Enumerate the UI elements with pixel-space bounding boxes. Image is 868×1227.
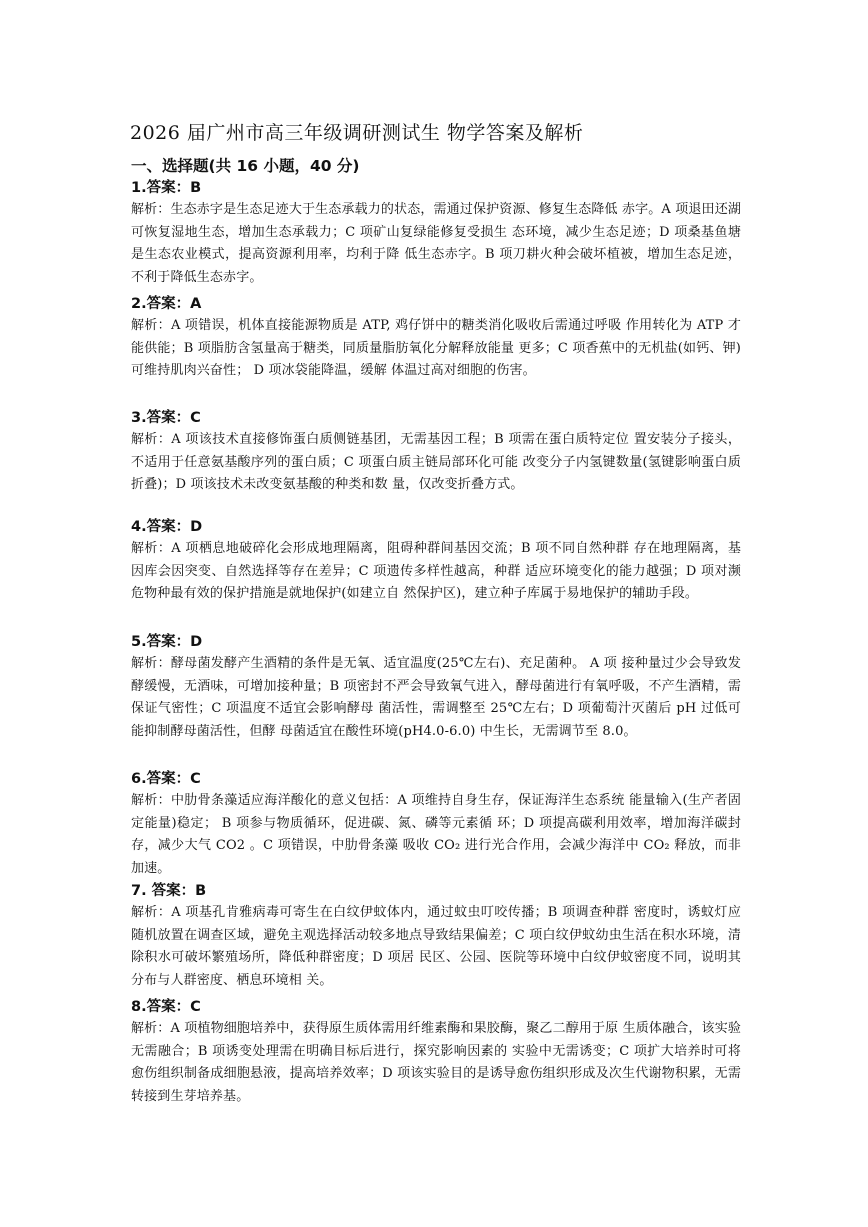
explanation-text: 解析：A 项基孔肯雅病毒可寄生在白纹伊蚊体内，通过蚊虫叮咬传播；B 项调查种群 密度时，诱蚊灯应随机放置在调查区域，避免主观选择活动较多地点导致结果偏差；C 项白纹伊蚊幼虫生活在积水环境，清除积水可破坏繁殖场所，降低种群密度；D 项居 民区、公园、医院等环境中白纹伊蚊密度不同，说明其分布与人群密度、栖息环境相 关。 [131,905,741,988]
question-3 [131,407,741,497]
explanation-text: 解析：生态赤字是生态足迹大于生态承载力的状态，需通过保护资源、修复生态降低 赤字。A 项退田还湖可恢复湿地生态，增加生态承载力；C 项矿山复绿能修复受损生 态环境，减少生态足迹；D 项桑基鱼塘是生态农业模式，提高资源利用率，均利于降 低生态赤字。B 项刀耕火种会破坏植被，增加生态足迹，不利于降低生态赤字。 [131,202,741,285]
question-6 [131,768,741,880]
answer-label: 7. 答案：B [131,883,207,899]
question-8 [131,996,741,1108]
explanation-text: 解析：A 项植物细胞培养中，获得原生质体需用纤维素酶和果胶酶，聚乙二醇用于原 生质体融合，该实验无需融合；B 项诱变处理需在明确目标后进行，探究影响因素的 实验中无需诱变；C 项扩大培养时可将愈伤组织制备成细胞悬液，提高培养效率；D 项该实验目的是诱导愈伤组织形成及次生代谢物积累，无需转接到生芽培养基。 [131,1021,741,1104]
question-7 [131,880,741,992]
answer-label: 3.答案：C [131,410,201,426]
answer-label: 6.答案：C [131,771,201,787]
question-2 [131,293,741,383]
explanation-text: 解析：A 项栖息地破碎化会形成地理隔离，阻碍种群间基因交流；B 项不同自然种群 存在地理隔离，基因库会因突变、自然选择等存在差异；C 项遗传多样性越高，种群 适应环境变化的能力越强；D 项对濒危物种最有效的保护措施是就地保护(如建立自 然保护区)，建立种子库属于易地保护的辅助手段。 [131,541,741,602]
section-heading: 一、选择题(共 16 小题，40 分) [131,157,360,175]
explanation-text: 解析：酵母菌发酵产生酒精的条件是无氧、适宜温度(25℃左右)、充足菌种。 A 项 接种量过少会导致发酵缓慢，无酒味，可增加接种量；B 项密封不严会导致氧气进入，酵母菌进行有氧呼吸，不产生酒精，需保证气密性；C 项温度不适宜会影响酵母 菌活性，需调整至 25℃左右；D 项葡萄汁灭菌后 pH 过低可能抑制酵母菌活性，但酵 母菌适宜在酸性环境(pH4.0-6.0) 中生长，无需调节至 8.0。 [131,656,741,739]
explanation-text: 解析：A 项错误，机体直接能源物质是 ATP, 鸡仔饼中的糖类消化吸收后需通过呼吸 作用转化为 ATP 才能供能；B 项脂肪含氢量高于糖类，同质量脂肪氧化分解释放能量 更多；C 项香蕉中的无机盐(如钙、钾)可维持肌肉兴奋性； D 项冰袋能降温，缓解 体温过高对细胞的伤害。 [131,318,741,379]
explanation-text: 解析：中肋骨条藻适应海洋酸化的意义包括：A 项维持自身生存，保证海洋生态系统 能量输入(生产者固定能量)稳定； B 项参与物质循环，促进碳、氮、磷等元素循 环；D 项提高碳利用效率，增加海洋碳封存，减少大气 CO2 。C 项错误，中肋骨条藻 吸收 CO₂ 进行光合作用，会减少海洋中 CO₂ 释放，而非加速。 [131,793,741,876]
answer-label: 1.答案：B [131,180,202,196]
explanation-text: 解析：A 项该技术直接修饰蛋白质侧链基团，无需基因工程；B 项需在蛋白质特定位 置安装分子接头，不适用于任意氨基酸序列的蛋白质；C 项蛋白质主链局部环化可能 改变分子内氢键数量(氢键影响蛋白质折叠)；D 项该技术未改变氨基酸的种类和数 量，仅改变折叠方式。 [131,432,741,493]
document-title: 2026 届广州市高三年级调研测试生 物学答案及解析 [130,122,584,144]
answer-label: 4.答案：D [131,519,203,535]
question-4 [131,516,741,606]
question-1 [131,177,741,289]
question-5 [131,631,741,743]
answer-label: 8.答案：C [131,999,201,1015]
answer-label: 5.答案：D [131,634,203,650]
answer-label: 2.答案：A [131,296,202,312]
